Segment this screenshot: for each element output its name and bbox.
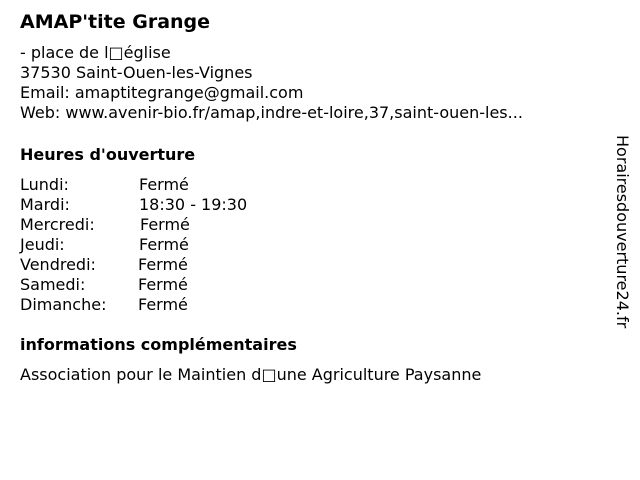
day-hours: Fermé — [140, 215, 190, 234]
day-label: Jeudi: — [20, 235, 65, 254]
hours-heading: Heures d'ouverture — [20, 145, 196, 164]
address-city: 37530 Saint-Ouen-les-Vignes — [20, 63, 253, 82]
site-watermark — [611, 135, 633, 375]
day-label: Vendredi: — [20, 255, 96, 274]
day-hours: 18:30 - 19:30 — [139, 195, 248, 214]
day-label: Mercredi: — [20, 215, 95, 234]
day-label: Mardi: — [20, 195, 70, 214]
info-heading: informations complémentaires — [20, 335, 297, 354]
day-hours: Fermé — [138, 275, 188, 294]
day-hours: Fermé — [138, 255, 188, 274]
site-watermark-text: Horairesdouverture24.fr — [613, 135, 632, 329]
info-text: Association pour le Maintien d□une Agriculture Paysanne — [20, 365, 482, 384]
address-block — [20, 43, 523, 123]
day-hours: Fermé — [139, 235, 189, 254]
business-name: AMAP'tite Grange — [20, 11, 211, 33]
day-hours: Fermé — [139, 175, 189, 194]
email-line: Email: amaptitegrange@gmail.com — [20, 83, 304, 102]
web-line: Web: www.avenir-bio.fr/amap,indre-et-loire,37,saint-ouen-les... — [20, 103, 523, 122]
day-label: Dimanche: — [20, 295, 107, 314]
address-street: - place de l□église — [20, 43, 171, 62]
day-label: Samedi: — [20, 275, 86, 294]
day-hours: Fermé — [138, 295, 188, 314]
day-label: Lundi: — [20, 175, 69, 194]
